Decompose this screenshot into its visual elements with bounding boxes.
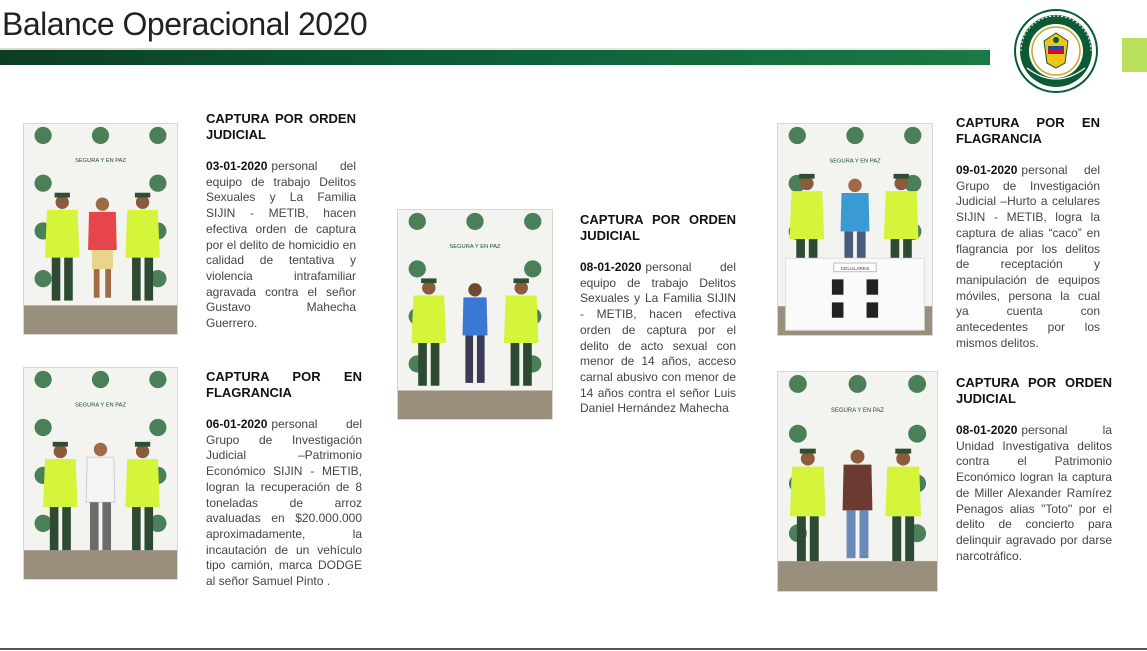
card-text: personal del equipo de trabajo Delitos Sexuales y La Familia SIJIN - METIB, hacen efectiva orden de captura por el delito de homicidio en calidad de tentativa y violencia intrafamiliar agravada contra el señor Gustavo Mahecha Guerrero. bbox=[206, 159, 356, 331]
card-date: 09-01-2020 bbox=[956, 163, 1018, 177]
photo-capture-2 bbox=[24, 368, 177, 579]
table-label: CELULARES bbox=[840, 266, 870, 272]
card-heading: CAPTURA POR ORDEN JUDICIAL bbox=[580, 212, 736, 243]
card-body bbox=[956, 163, 1100, 351]
page-title: Balance Operacional 2020 bbox=[2, 6, 368, 42]
card-date: 08-01-2020 bbox=[956, 423, 1018, 437]
card-body bbox=[956, 423, 1112, 564]
backdrop-text: SEGURA Y EN PAZ bbox=[75, 402, 126, 409]
card-date: 06-01-2020 bbox=[206, 417, 268, 431]
card-date: 03-01-2020 bbox=[206, 159, 268, 173]
capture-card-2 bbox=[206, 369, 362, 590]
card-text: personal la Unidad Investigativa delitos contra el Patrimonio Económico logran la captura de Miller Alexander Ramírez Penagos alias "Toto" por el delito de concierto para delinquir agravado por darse narcotráfico. bbox=[956, 423, 1112, 563]
header-band-green bbox=[0, 50, 990, 65]
page-header bbox=[0, 0, 1147, 66]
capture-card-4 bbox=[956, 115, 1100, 351]
photo-capture-5 bbox=[778, 372, 937, 591]
backdrop-text: SEGURA Y EN PAZ bbox=[75, 158, 126, 165]
card-text: personal del Grupo de Investigación Judicial –Hurto a celulares SIJIN - METIB, logra la captura de alias “caco” en flagrancia por los delitos de receptación y manipulación de equipos móviles, persona la cual ya cuenta con antecedentes por los mismos delitos. bbox=[956, 163, 1100, 350]
card-date: 08-01-2020 bbox=[580, 260, 642, 274]
backdrop-text: SEGURA Y EN PAZ bbox=[831, 407, 884, 414]
backdrop-text: SEGURA Y EN PAZ bbox=[449, 244, 501, 250]
card-heading: CAPTURA POR EN FLAGRANCIA bbox=[956, 115, 1100, 146]
card-heading: CAPTURA POR ORDEN JUDICIAL bbox=[206, 111, 356, 142]
header-accent-block bbox=[1122, 38, 1147, 72]
photo-capture-1 bbox=[24, 124, 177, 334]
card-body bbox=[580, 260, 736, 417]
capture-card-3 bbox=[580, 212, 736, 417]
card-heading: CAPTURA POR EN FLAGRANCIA bbox=[206, 369, 362, 400]
capture-card-5 bbox=[956, 375, 1112, 564]
card-heading: CAPTURA POR ORDEN JUDICIAL bbox=[956, 375, 1112, 406]
card-body bbox=[206, 159, 356, 332]
card-body bbox=[206, 417, 362, 590]
photo-capture-4 bbox=[778, 124, 932, 335]
capture-card-1 bbox=[206, 111, 356, 332]
policia-nacional-seal-icon bbox=[1013, 8, 1099, 94]
backdrop-text: SEGURA Y EN PAZ bbox=[829, 158, 881, 165]
card-text: personal del Grupo de Investigación Judicial –Patrimonio Económico SIJIN - METIB, logran la recuperación de 8 toneladas de arroz avaluadas en $20.000.000 aproximadamente, la incautación de un vehículo tipo camión, marca DODGE al señor Samuel Pinto . bbox=[206, 417, 362, 589]
footer-divider bbox=[0, 648, 1147, 650]
photo-capture-3 bbox=[398, 210, 552, 419]
card-text: personal del equipo de trabajo Delitos Sexuales y La Familia SIJIN - METIB, hacen efectiva orden de captura por el delito de acto sexual con menor de 14 años, acceso carnal abusivo con menor de 14 años contra el señor Luis Daniel Hernández Mahecha bbox=[580, 260, 736, 416]
